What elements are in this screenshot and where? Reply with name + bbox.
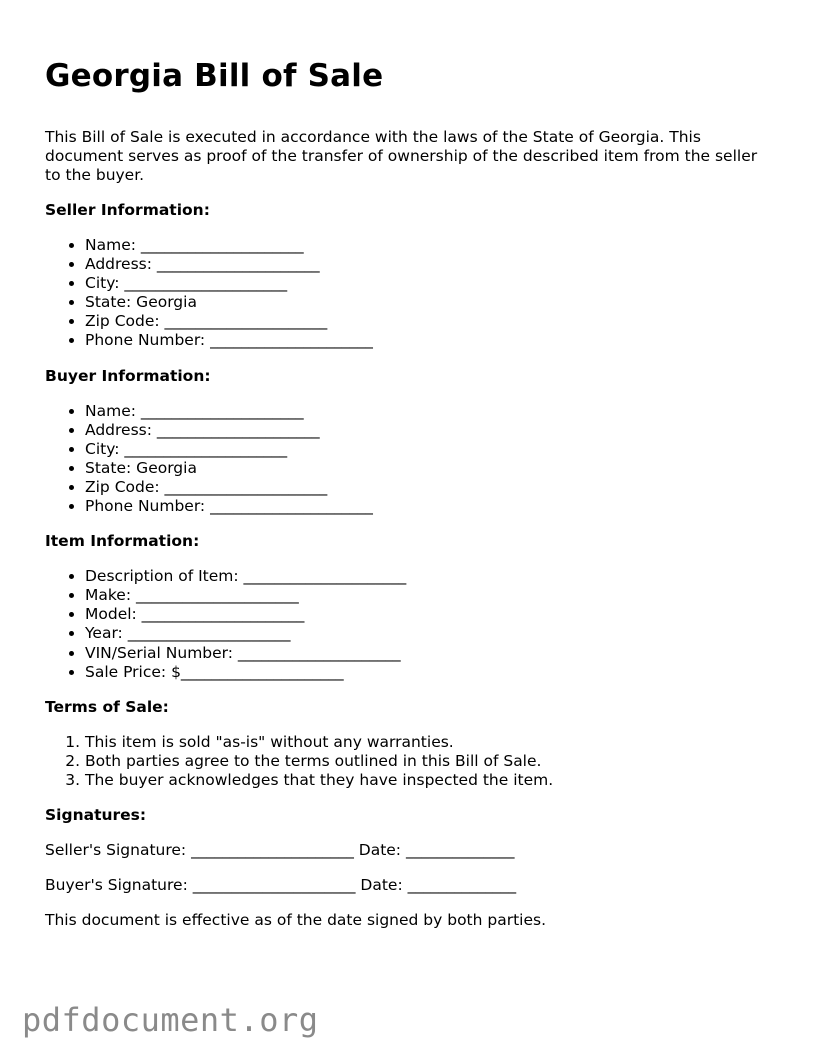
terms-item: 1. This item is sold "as-is" without any warranties. [85, 733, 775, 752]
seller-heading: Seller Information: [45, 201, 210, 219]
seller-city-field: • City: _____________________ [85, 274, 775, 293]
seller-list [45, 236, 775, 351]
item-description-field: • Description of Item: _____________________ [85, 567, 775, 586]
buyer-phone-field: • Phone Number: _____________________ [85, 497, 775, 516]
seller-phone-field: • Phone Number: _____________________ [85, 331, 775, 350]
terms-item: 3. The buyer acknowledges that they have inspected the item. [85, 771, 775, 790]
intro-paragraph: This Bill of Sale is executed in accordance with the laws of the State of Georgia. This document serves as proof of the transfer of ownership of the described item from the seller to the buyer. [45, 128, 758, 184]
seller-signature-line: Seller's Signature: _____________________ Date: ______________ [45, 840, 515, 859]
terms-item: 2. Both parties agree to the terms outlined in this Bill of Sale. [85, 752, 775, 771]
signatures-heading: Signatures: [45, 805, 147, 824]
buyer-address-field: • Address: _____________________ [85, 421, 775, 440]
closing-statement: This document is effective as of the date signed by both parties. [45, 910, 547, 929]
seller-state-field: • State: Georgia [85, 293, 775, 312]
buyer-name-field: • Name: _____________________ [85, 402, 775, 421]
buyer-zip-field: • Zip Code: _____________________ [85, 478, 775, 497]
item-make-field: • Make: _____________________ [85, 586, 775, 605]
item-vin-field: • VIN/Serial Number: _____________________ [85, 644, 775, 663]
document-title: Georgia Bill of Sale [45, 58, 384, 94]
buyer-heading: Buyer Information: [45, 366, 211, 385]
item-price-field: • Sale Price: $_____________________ [85, 663, 775, 682]
item-year-field: • Year: _____________________ [85, 624, 775, 643]
item-list [45, 567, 775, 682]
document-page [45, 56, 775, 930]
item-heading: Item Information: [45, 532, 200, 551]
item-model-field: • Model: _____________________ [85, 605, 775, 624]
buyer-state-field: • State: Georgia [85, 459, 775, 478]
buyer-signature-line: Buyer's Signature: _____________________ Date: ______________ [45, 875, 517, 894]
watermark-text: pdfdocument.org [22, 1001, 319, 1039]
seller-address-field: • Address: _____________________ [85, 255, 775, 274]
buyer-list [45, 402, 775, 517]
seller-zip-field: • Zip Code: _____________________ [85, 312, 775, 331]
seller-name-field: • Name: _____________________ [85, 236, 775, 255]
terms-heading: Terms of Sale: [45, 697, 169, 716]
buyer-city-field: • City: _____________________ [85, 440, 775, 459]
terms-list [45, 733, 775, 790]
